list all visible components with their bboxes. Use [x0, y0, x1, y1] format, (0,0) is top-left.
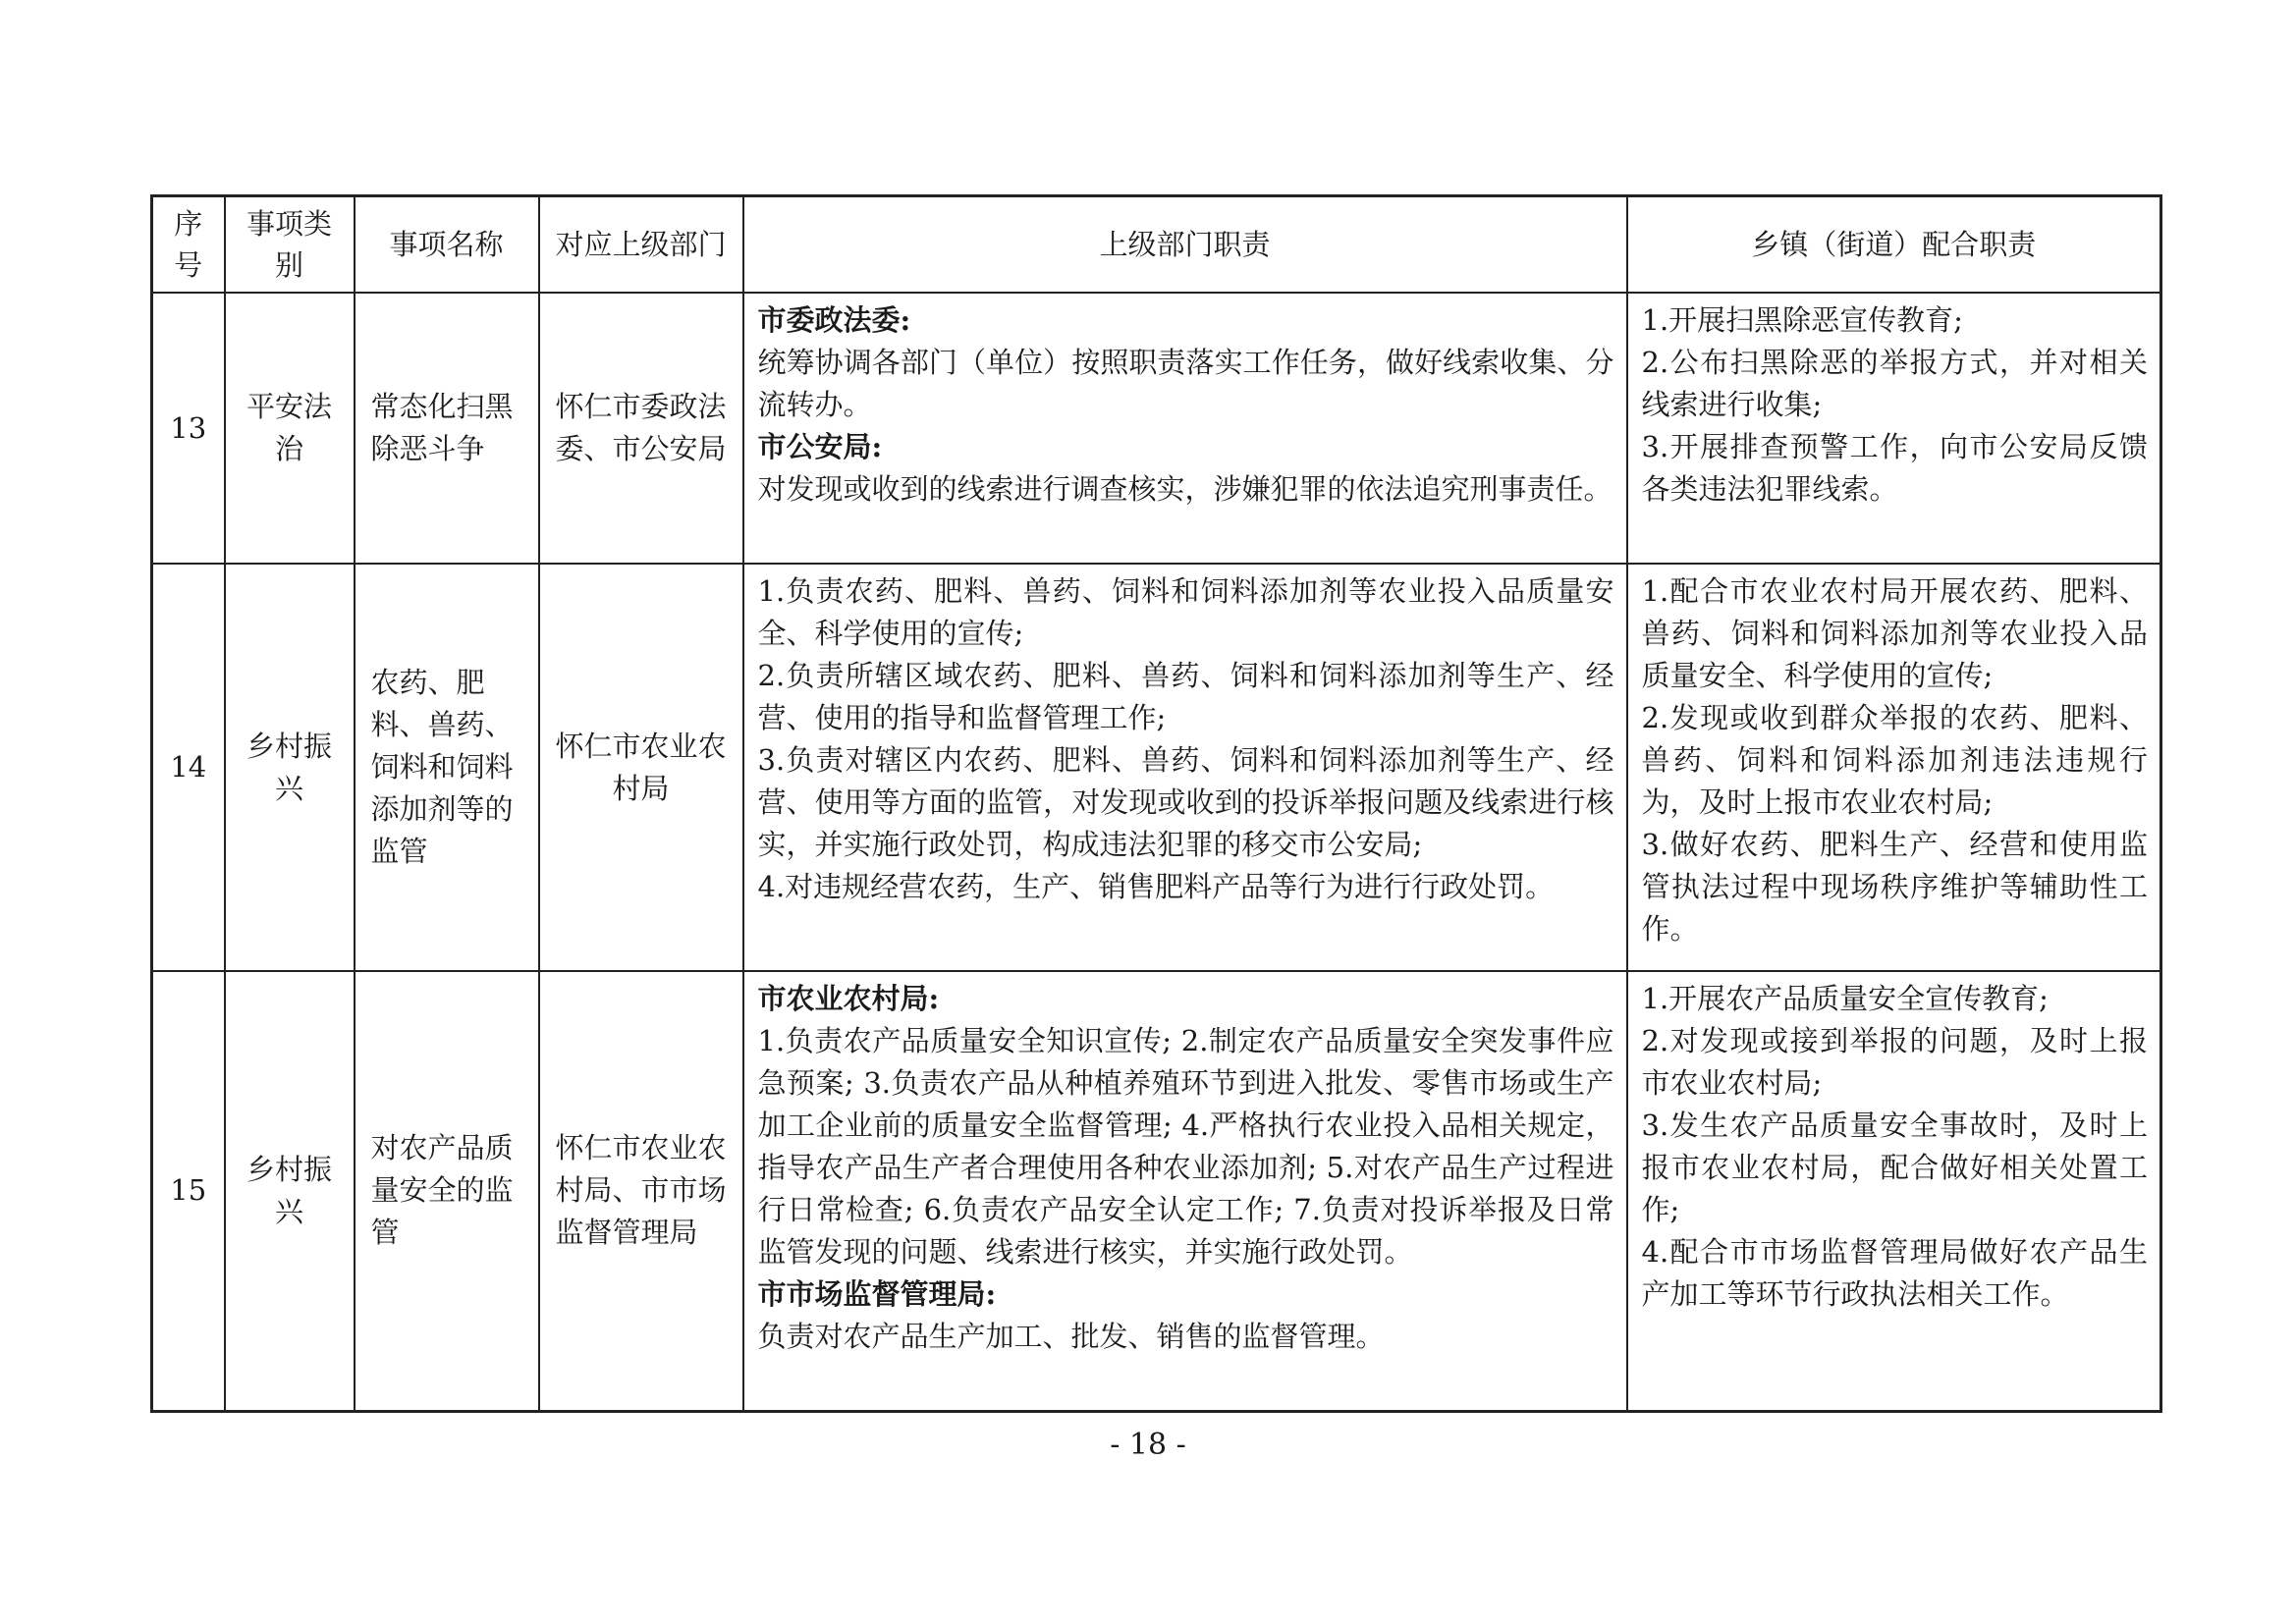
duty-item: 4.对违规经营农药，生产、销售肥料产品等行为进行行政处罚。: [757, 870, 1555, 903]
row-town-duties: [1627, 293, 2161, 564]
row-department: 怀仁市委政法委、市公安局: [539, 293, 743, 564]
header-category: 事项类别: [225, 196, 355, 294]
row-category: 乡村振兴: [225, 971, 355, 1411]
row-index: 14: [152, 564, 225, 971]
section-title: 市农业农村局:: [757, 982, 940, 1015]
duty-item: 3.负责对辖区内农药、肥料、兽药、饲料和饲料添加剂等生产、经营、使用等方面的监管，对发现或收到的投诉举报问题及线索进行核实，并实施行政处罚，构成违法犯罪的移交市公安局;: [757, 743, 1614, 861]
section-text: 负责对农产品生产加工、批发、销售的监督管理。: [757, 1320, 1385, 1353]
row-name: 农药、肥料、兽药、饲料和饲料添加剂等的监管: [355, 564, 539, 971]
duty-item: 4.配合市市场监督管理局做好农产品生产加工等环节行政执法相关工作。: [1641, 1235, 2148, 1311]
row-department: 怀仁市农业农村局: [539, 564, 743, 971]
duty-item: 2.负责所辖区域农药、肥料、兽药、饲料和饲料添加剂等生产、经营、使用的指导和监督管理工作;: [757, 659, 1614, 734]
section-text: 1.负责农产品质量安全知识宣传; 2.制定农产品质量安全突发事件应急预案; 3.负责农产品从种植养殖环节到进入批发、零售市场或生产加工企业前的质量安全监督管理; 4.严格执行农业投入品相关规定，指导农产品生产者合理使用各种农业添加剂; 5.对农产品生产过程进行日常检查; 6.负责农产品安全认定工作; 7.负责对投诉举报及日常监管发现的问题、线索进行核实，并实施行政处罚。: [757, 1024, 1614, 1269]
page-number: - 18 -: [1110, 1428, 1186, 1462]
header-name: 事项名称: [355, 196, 539, 294]
table-row: [152, 293, 2161, 564]
section-text: 对发现或收到的线索进行调查核实，涉嫌犯罪的依法追究刑事责任。: [757, 472, 1613, 506]
duty-item: 1.配合市农业农村局开展农药、肥料、兽药、饲料和饲料添加剂等农业投入品质量安全、科学使用的宣传;: [1641, 574, 2148, 692]
row-index: 15: [152, 971, 225, 1411]
row-index: 13: [152, 293, 225, 564]
duty-item: 1.开展农产品质量安全宣传教育;: [1641, 982, 2049, 1015]
row-upper-duties: [743, 293, 1627, 564]
header-row: [152, 196, 2161, 294]
table-row: [152, 971, 2161, 1411]
row-category: 平安法治: [225, 293, 355, 564]
duty-item: 3.开展排查预警工作，向市公安局反馈各类违法犯罪线索。: [1641, 430, 2148, 506]
duty-item: 3.做好农药、肥料生产、经营和使用监管执法过程中现场秩序维护等辅助性工作。: [1641, 828, 2148, 946]
section-title: 市市场监督管理局:: [757, 1277, 997, 1311]
row-town-duties: [1627, 564, 2161, 971]
row-department: 怀仁市农业农村局、市市场监督管理局: [539, 971, 743, 1411]
row-name: 对农产品质量安全的监管: [355, 971, 539, 1411]
table-row: [152, 564, 2161, 971]
row-name: 常态化扫黑除恶斗争: [355, 293, 539, 564]
row-category: 乡村振兴: [225, 564, 355, 971]
duty-item: 1.开展扫黑除恶宣传教育;: [1641, 303, 1963, 337]
duty-item: 2.发现或收到群众举报的农药、肥料、兽药、饲料和饲料添加剂违法违规行为，及时上报市农业农村局;: [1641, 701, 2148, 819]
header-town-duties: 乡镇（街道）配合职责: [1627, 196, 2161, 294]
section-title: 市委政法委:: [757, 303, 911, 337]
header-upper-duties: 上级部门职责: [743, 196, 1627, 294]
row-upper-duties: [743, 564, 1627, 971]
row-upper-duties: [743, 971, 1627, 1411]
row-town-duties: [1627, 971, 2161, 1411]
header-department: 对应上级部门: [539, 196, 743, 294]
duty-item: 2.对发现或接到举报的问题，及时上报市农业农村局;: [1641, 1024, 2148, 1100]
section-text: 统筹协调各部门（单位）按照职责落实工作任务，做好线索收集、分流转办。: [757, 346, 1614, 421]
duty-item: 1.负责农药、肥料、兽药、饲料和饲料添加剂等农业投入品质量安全、科学使用的宣传;: [757, 574, 1614, 650]
duty-item: 2.公布扫黑除恶的举报方式，并对相关线索进行收集;: [1641, 346, 2148, 421]
duty-item: 3.发生农产品质量安全事故时，及时上报市农业农村局，配合做好相关处置工作;: [1641, 1109, 2148, 1226]
responsibility-table: [150, 194, 2162, 1413]
section-title: 市公安局:: [757, 430, 883, 463]
header-index: 序号: [152, 196, 225, 294]
